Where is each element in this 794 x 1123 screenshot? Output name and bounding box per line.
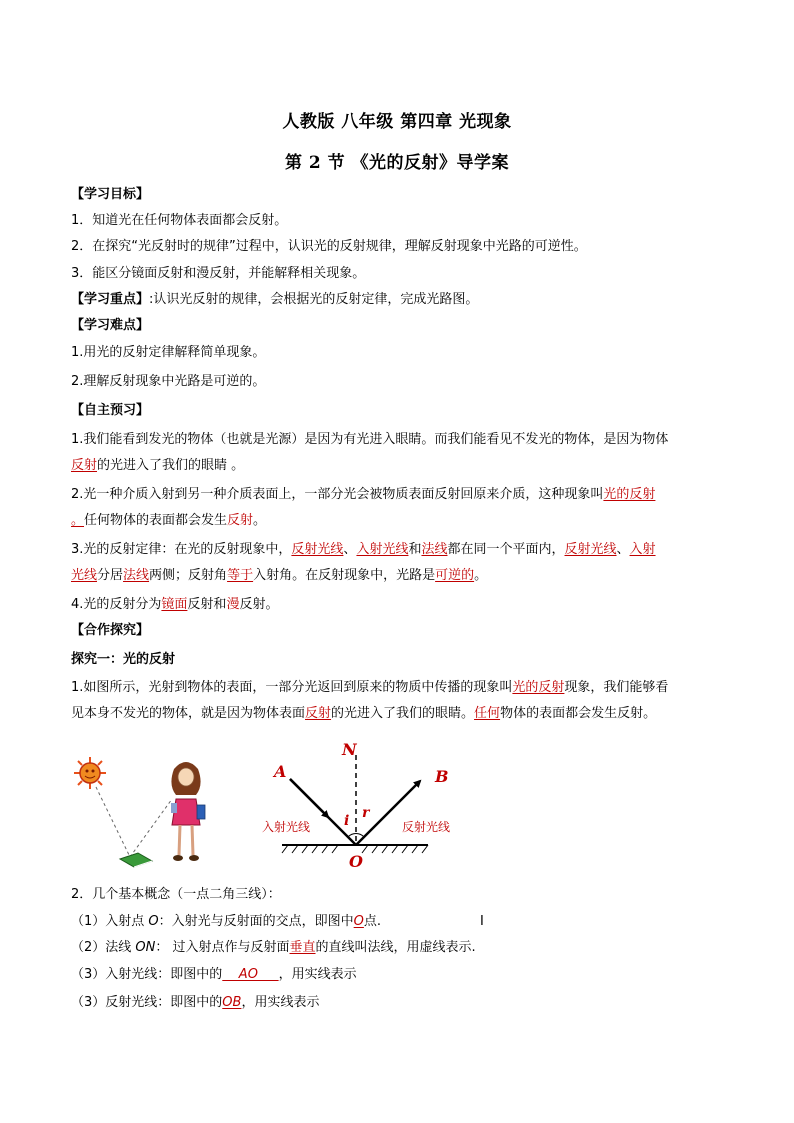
fill-answer: 反射 (227, 513, 254, 528)
sun-icon (74, 757, 106, 789)
concepts-intro: 2．几个基本概念（一点二角三线）： (71, 887, 281, 902)
reflection-diagram (260, 735, 450, 875)
fill-answer: 反射光线 (564, 542, 617, 557)
preview-heading: 【自主预习】 (71, 403, 150, 418)
preview-p2-line1 (71, 487, 655, 503)
girl-figure (171, 762, 205, 861)
concept-text: （2）法线 (71, 940, 136, 955)
incident-arrow (290, 779, 328, 817)
preview-text: 的光进入了我们的眼睛 。 (97, 458, 245, 473)
explore-p1-line2 (71, 706, 656, 722)
concept-4 (71, 995, 319, 1011)
preview-text: 、 (616, 542, 630, 557)
explore-text: 物体的表面都会发生反射。 (500, 706, 657, 721)
keypoint-text: :认识光反射的规律，会根据光的反射定律，完成光路图。 (149, 292, 479, 307)
preview-p3-line2 (71, 568, 487, 584)
fill-answer: 等于 (227, 568, 254, 583)
preview-text: 、 (343, 542, 357, 557)
label-i: i (344, 813, 350, 829)
fill-answer: 漫 (226, 597, 240, 612)
difficulty-item-2: 2.理解反射现象中光路是可逆的。 (71, 374, 266, 389)
preview-text: 都在同一个平面内， (447, 542, 565, 557)
preview-text: 入射角。在反射现象中，光路是 (253, 568, 436, 583)
fill-answer: 光的反射 (603, 487, 656, 502)
preview-text: 分居 (97, 568, 124, 583)
explore-subheading: 探究一：光的反射 (71, 652, 176, 667)
label-a: A (274, 762, 287, 781)
explore-text: 1.如图所示，光射到物体的表面，一部分光返回到原来的物质中传播的现象叫 (71, 680, 513, 695)
explore-text: 现象，我们能够看 (564, 680, 669, 695)
preview-p3-line1 (71, 542, 656, 558)
fill-answer: 法线 (421, 542, 448, 557)
objective-item-1: 1．知道光在任何物体表面都会反射。 (71, 213, 288, 228)
reflected-ray-label: 反射光线 (402, 820, 450, 834)
preview-text: 。 (253, 513, 267, 528)
fill-answer: 反射 (305, 706, 332, 721)
concept-text: ：入射光与反射面的交点，即图中 (158, 914, 354, 929)
fill-answer: 垂直 (289, 940, 316, 955)
concept-text: ，用实线表示 (278, 967, 357, 982)
document-subtitle: 第 2 节 《光的反射》导学案 (284, 153, 510, 173)
book-icon (120, 853, 152, 867)
concept-text: ： 过入射点作与反射面 (155, 940, 290, 955)
document-title: 人教版 八年级 第四章 光现象 (282, 112, 512, 132)
preview-text: 和 (408, 542, 422, 557)
explore-heading: 【合作探究】 (71, 623, 150, 638)
concept-3 (71, 967, 357, 983)
objective-item-2: 2．在探究“光反射时的规律”过程中，认识光的反射规律，理解反射现象中光路的可逆性。 (71, 239, 587, 254)
concept-text: （3）反射光线：即图中的 (71, 995, 223, 1010)
preview-p4 (71, 597, 278, 613)
keypoint-line (71, 292, 478, 308)
preview-p1-line2 (71, 458, 244, 474)
explore-text: 的光进入了我们的眼睛。 (331, 706, 475, 721)
preview-text: 2.光一种介质入射到另一种介质表面上，一部分光会被物质表面反射回原来介质，这种现象叫 (71, 487, 604, 502)
fill-answer: 反射 (71, 458, 98, 473)
preview-p1-line1: 1.我们能看到发光的物体（也就是光源）是因为有光进入眼睛。而我们能看见不发光的物体，是因为物体 (71, 432, 669, 447)
fill-answer: O (353, 914, 364, 929)
concept-2 (71, 940, 476, 956)
concept-text: ，用实线表示 (241, 995, 320, 1010)
concept-symbol: O (148, 914, 159, 929)
fill-answer: 法线 (123, 568, 150, 583)
concept-1 (71, 914, 381, 930)
difficulty-heading: 【学习难点】 (71, 318, 150, 333)
preview-text: 两侧；反射角 (149, 568, 228, 583)
concept-text: （3）入射光线：即图中的 (71, 967, 223, 982)
concept-symbol: ON (135, 940, 156, 955)
fill-answer: 任何 (474, 706, 501, 721)
preview-text: 4.光的反射分为 (71, 597, 162, 612)
preview-text: 反射和 (187, 597, 227, 612)
concept-text: 点. (363, 914, 382, 929)
light-path (96, 787, 172, 857)
preview-p2-line2 (71, 513, 266, 529)
fill-answer: OB (222, 995, 242, 1010)
keypoint-heading: 【学习重点】 (71, 292, 150, 307)
fill-answer: 入射光线 (356, 542, 409, 557)
explore-text: 见本身不发光的物体，就是因为物体表面 (71, 706, 306, 721)
fill-answer: 入射 (629, 542, 656, 557)
fill-answer: 光线 (71, 568, 98, 583)
objectives-heading: 【学习目标】 (71, 187, 150, 202)
label-o: O (349, 852, 363, 871)
objective-item-3: 3．能区分镜面反射和漫反射，并能解释相关现象。 (71, 266, 366, 281)
fill-answer: 光的反射 (512, 680, 565, 695)
fill-answer: AO (222, 967, 279, 982)
concept-text: （1）入射点 (71, 914, 149, 929)
label-n: N (342, 740, 357, 759)
fill-answer: 反射光线 (291, 542, 344, 557)
label-b: B (435, 767, 449, 786)
preview-text: 反射。 (239, 597, 279, 612)
preview-text: 3.光的反射定律：在光的反射现象中， (71, 542, 292, 557)
fill-answer: 。 (71, 513, 85, 528)
incident-ray-label: 入射光线 (262, 820, 311, 834)
fill-answer: 可逆的 (435, 568, 475, 583)
explore-p1-line1 (71, 680, 668, 696)
difficulty-item-1: 1.用光的反射定律解释简单现象。 (71, 345, 266, 360)
concept-text: 的直线叫法线，用虚线表示. (315, 940, 476, 955)
reflection-illustration (72, 755, 212, 870)
preview-text: 。 (474, 568, 488, 583)
label-r: r (362, 805, 370, 821)
preview-text: 任何物体的表面都会发生 (84, 513, 228, 528)
fill-answer: 镜面 (161, 597, 188, 612)
text-cursor: I (480, 914, 484, 929)
